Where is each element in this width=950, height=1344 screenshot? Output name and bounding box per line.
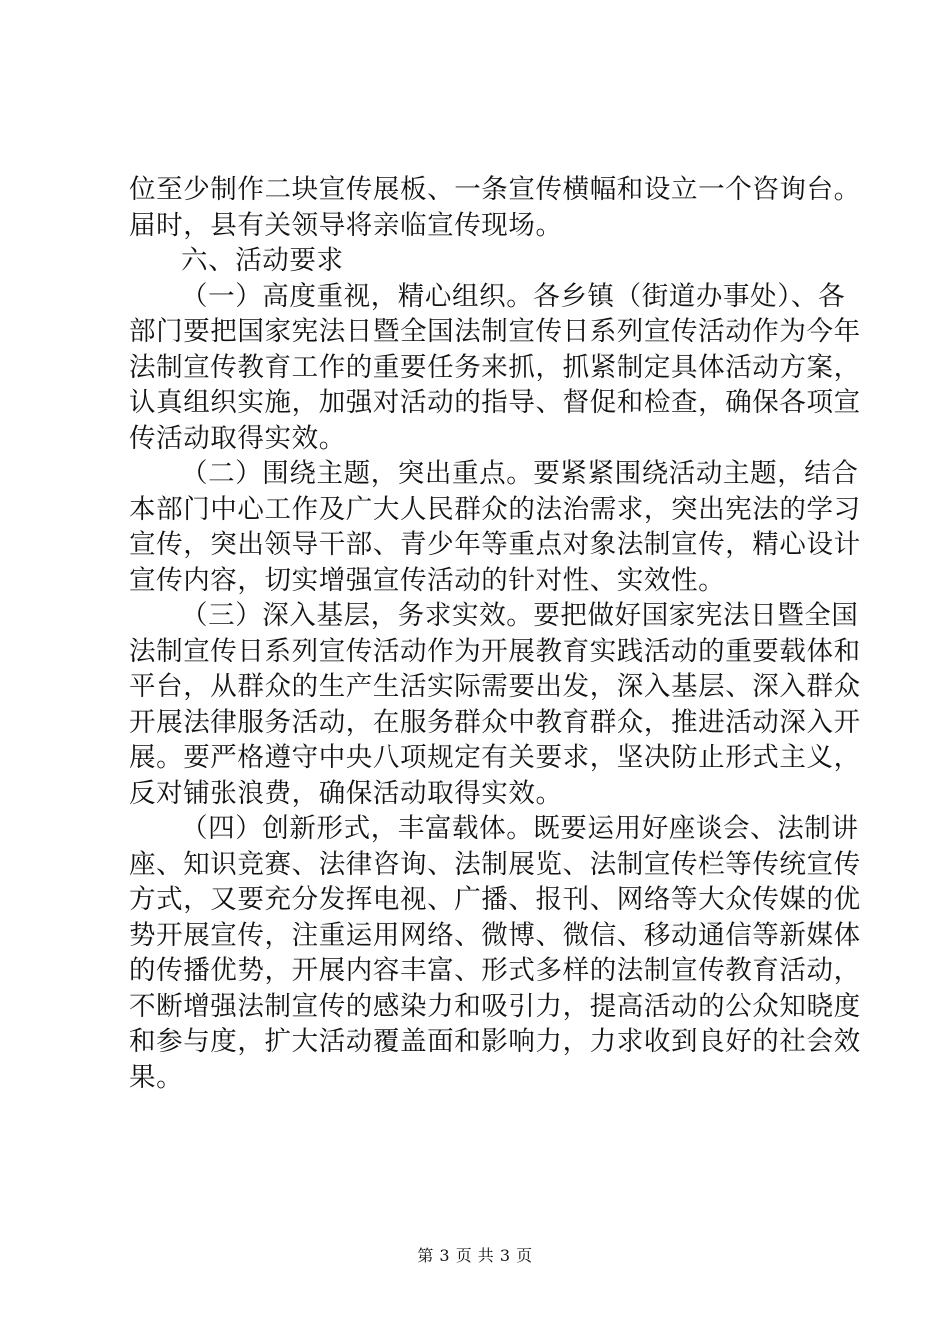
paragraph-4-line: 和参与度，扩大活动覆盖面和影响力，力求收到良好的社会效 [129, 1026, 861, 1057]
page-footer [0, 1243, 950, 1266]
paragraph-3-line: 法制宣传日系列宣传活动作为开展教育实践活动的重要载体和 [129, 635, 861, 667]
paragraph-4-line: 不断增强法制宣传的感染力和吸引力，提高活动的公众知晓度 [129, 990, 861, 1022]
paragraph-3-line: 开展法律服务活动，在服务群众中教育群众，推进活动深入开 [129, 706, 861, 738]
paragraph-2-line: 宣传，突出领导干部、青少年等重点对象法制宣传，精心设计 [129, 529, 861, 560]
paragraph-2-line: （二）围绕主题，突出重点。要紧紧围绕活动主题，结合 [181, 458, 859, 489]
paragraph-1-line: （一）高度重视，精心组织。各乡镇（街道办事处）、各 [181, 280, 846, 312]
paragraph-4-line: 方式，又要充分发挥电视、广播、报刊、网络等大众传媒的优 [129, 884, 861, 915]
paragraph-1-line: 法制宣传教育工作的重要任务来抓，抓紧制定具体活动方案， [129, 351, 861, 383]
paragraph-3-line: 反对铺张浪费，确保活动取得实效。 [129, 777, 563, 809]
section-heading: 六、活动要求 [181, 245, 344, 276]
paragraph-1-line: 部门要把国家宪法日暨全国法制宣传日系列宣传活动作为今年 [129, 316, 861, 347]
paragraph-3-line: （三）深入基层，务求实效。要把做好国家宪法日暨全国 [181, 600, 859, 631]
document-body [129, 172, 861, 1095]
paragraph-4-line: （四）创新形式，丰富载体。既要运用好座谈会、法制讲 [181, 813, 859, 844]
text-line: 位至少制作二块宣传展板、一条宣传横幅和设立一个咨询台。 [129, 174, 861, 205]
paragraph-4-line: 势开展宣传，注重运用网络、微博、微信、移动通信等新媒体 [129, 919, 861, 951]
paragraph-4-line: 的传播优势，开展内容丰富、形式多样的法制宣传教育活动， [129, 955, 861, 986]
paragraph-4-line: 座、知识竞赛、法律咨询、法制展览、法制宣传栏等传统宣传 [129, 848, 861, 880]
paragraph-2-line: 本部门中心工作及广大人民群众的法治需求，突出宪法的学习 [129, 493, 861, 525]
paragraph-3-line: 展。要严格遵守中央八项规定有关要求，坚决防止形式主义， [129, 742, 861, 773]
paragraph-4-line: 果。 [129, 1061, 184, 1093]
paragraph-3-line: 平台，从群众的生产生活实际需要出发，深入基层、深入群众 [129, 671, 861, 702]
text-line: 届时，县有关领导将亲临宣传现场。 [129, 209, 563, 241]
paragraph-1-line: 传活动取得实效。 [129, 422, 346, 454]
paragraph-2-line: 宣传内容，切实增强宣传活动的针对性、实效性。 [129, 564, 726, 596]
page-number-label: 第 3 页 共 3 页 [417, 1246, 533, 1265]
paragraph-1-line: 认真组织实施，加强对活动的指导、督促和检查，确保各项宣 [129, 387, 861, 418]
